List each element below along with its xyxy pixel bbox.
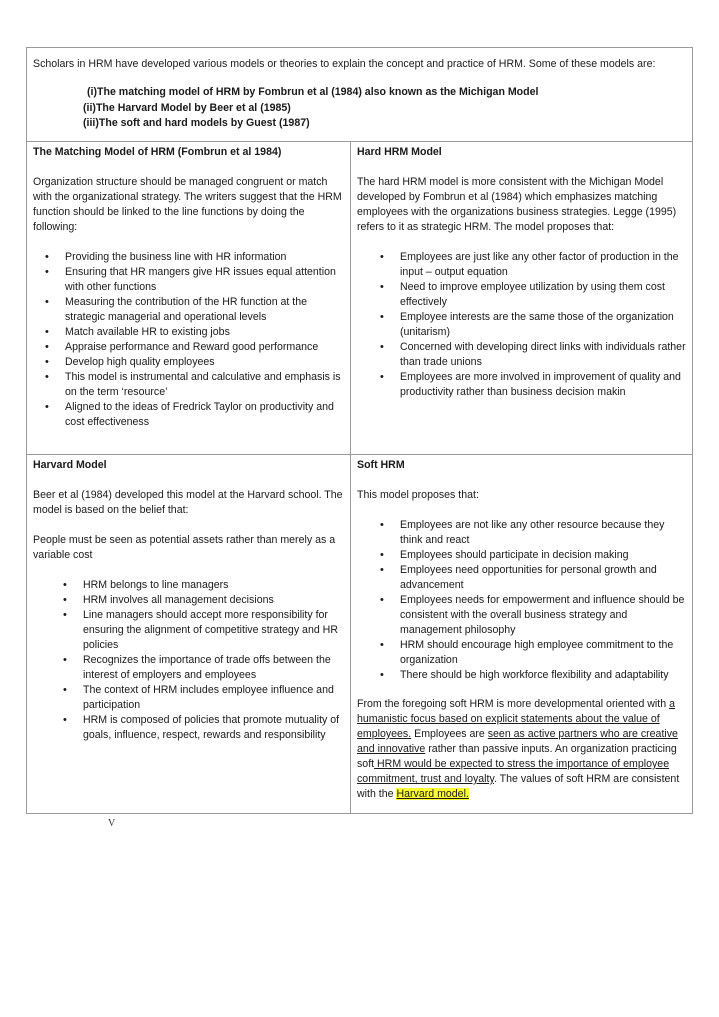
models-table xyxy=(26,47,693,814)
conclusion-text: . The values of soft HRM are consistent with the xyxy=(357,773,680,800)
hard-hrm-title: Hard HRM Model xyxy=(357,146,442,158)
list-item: • Appraise performance and Reward good performance xyxy=(65,340,344,355)
list-item: • Employees should participate in decision making xyxy=(400,548,686,563)
soft-hrm-title: Soft HRM xyxy=(357,459,405,471)
table-row xyxy=(27,455,692,813)
list-item: • Providing the business line with HR information xyxy=(65,250,344,265)
model-item: (iii)The soft and hard models by Guest (1987) xyxy=(83,117,310,129)
hard-hrm-para: The hard HRM model is more consistent with the Michigan Model developed by Fombrun et al (1984) which emphasizes matching employees with the organizations business strategies. Legge (1995) refers to it as strategic HRM. The model proposes that: xyxy=(357,176,677,233)
table-row xyxy=(27,142,692,455)
list-item: • There should be high workforce flexibility and adaptability xyxy=(400,668,686,683)
list-item: • Match available HR to existing jobs xyxy=(65,325,344,340)
list-item: • Line managers should accept more responsibility for ensuring the alignment of competitive strategy and HR policies xyxy=(83,608,344,653)
conclusion-text: rather than passive inputs. An organization practicing soft xyxy=(357,743,677,770)
list-item: • Ensuring that HR mangers give HR issues equal attention with other functions xyxy=(65,265,344,295)
list-item: • Employees are not like any other resource because they think and react xyxy=(400,518,686,548)
list-item: • Recognizes the importance of trade offs between the interest of employers and employees xyxy=(83,653,344,683)
stray-mark: V xyxy=(108,818,116,829)
matching-model-title: The Matching Model of HRM (Fombrun et al 1984) xyxy=(33,146,282,158)
list-item: • HRM belongs to line managers xyxy=(83,578,344,593)
soft-hrm-list xyxy=(357,518,686,683)
model-item: (ii)The Harvard Model by Beer et al (1985) xyxy=(83,101,291,114)
soft-hrm-conclusion xyxy=(357,697,686,802)
list-item: • HRM involves all management decisions xyxy=(83,593,344,608)
harvard-model-para: Beer et al (1984) developed this model at the Harvard school. The model is based on the belief that: xyxy=(33,489,343,516)
conclusion-underlined: HRM would be expected to stress the importance of employee commitment, trust and loyalty xyxy=(357,758,670,785)
conclusion-text: From the foregoing soft HRM is more developmental oriented with xyxy=(357,698,670,710)
list-item: • Employees are just like any other factor of production in the input – output equation xyxy=(400,250,686,280)
soft-hrm-cell xyxy=(351,455,692,813)
hard-hrm-list xyxy=(357,250,686,400)
intro-text: Scholars in HRM have developed various models or theories to explain the concept and practice of HRM. Some of these models are: xyxy=(33,58,656,70)
conclusion-text: Employees are xyxy=(411,728,488,740)
intro-cell xyxy=(27,48,692,142)
list-item: • Employees needs for empowerment and influence should be consistent with the overall business strategy and management philosophy xyxy=(400,593,686,638)
soft-hrm-para: This model proposes that: xyxy=(357,489,479,501)
matching-model-cell xyxy=(27,142,351,454)
model-item: (i)The matching model of HRM by Fombrun et al (1984) also known as the Michigan Model xyxy=(87,86,539,98)
models-list xyxy=(33,85,686,132)
harvard-model-belief: People must be seen as potential assets rather than merely as a variable cost xyxy=(33,534,336,561)
matching-model-list xyxy=(33,250,344,430)
list-item: • Develop high quality employees xyxy=(65,355,344,370)
list-item: • HRM is composed of policies that promote mutuality of goals, influence, respect, rewards and responsibility xyxy=(83,713,344,743)
matching-model-para: Organization structure should be managed congruent or match with the organizational strategy. The writers suggest that the HRM function should be linked to the line functions by doing the following: xyxy=(33,176,342,233)
list-item: • Concerned with developing direct links with individuals rather than trade unions xyxy=(400,340,686,370)
list-item: • Employees need opportunities for personal growth and advancement xyxy=(400,563,686,593)
harvard-model-cell xyxy=(27,455,351,813)
highlighted-text: Harvard model. xyxy=(396,788,469,800)
list-item: • Need to improve employee utilization by using them cost effectively xyxy=(400,280,686,310)
conclusion-underlined: a humanistic focus based on explicit statements about the value of employees. xyxy=(357,698,675,740)
conclusion-underlined: seen as active partners who are creative and innovative xyxy=(357,728,678,755)
list-item: • Employee interests are the same those of the organization (unitarism) xyxy=(400,310,686,340)
list-item: • Employees are more involved in improvement of quality and productivity rather than business decision makin xyxy=(400,370,686,400)
harvard-model-title: Harvard Model xyxy=(33,459,107,471)
list-item: • This model is instrumental and calculative and emphasis is on the term ‘resource’ xyxy=(65,370,344,400)
list-item: • Aligned to the ideas of Fredrick Taylor on productivity and cost effectiveness xyxy=(65,400,344,430)
list-item: • HRM should encourage high employee commitment to the organization xyxy=(400,638,686,668)
list-item: • Measuring the contribution of the HR function at the strategic managerial and operational levels xyxy=(65,295,344,325)
harvard-model-list xyxy=(33,578,344,743)
hard-hrm-cell xyxy=(351,142,692,454)
list-item: • The context of HRM includes employee influence and participation xyxy=(83,683,344,713)
